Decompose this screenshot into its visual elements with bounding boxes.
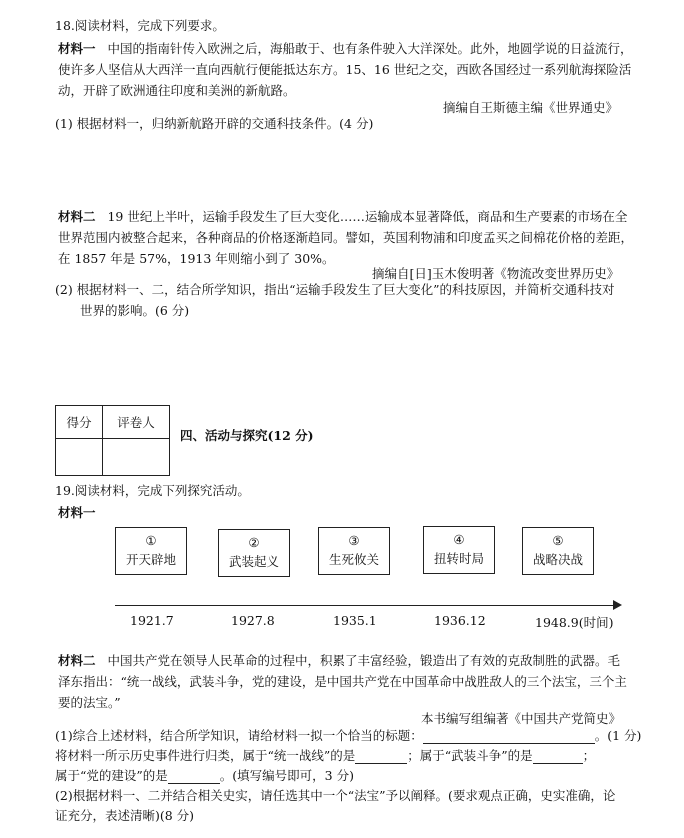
q18-material1-line3: 动，开辟了欧洲通往印度和美洲的新航路。	[58, 83, 296, 98]
timeline-arrow-icon	[613, 600, 622, 610]
q19-question2-line1: (2)根据材料一、二并结合相关史实，请任选其中一个“法宝”予以阐释。(要求观点正确，史实准确，论	[55, 788, 616, 803]
q19-q1-score: 。(1 分)	[594, 728, 642, 743]
q18-material1-line2: 使许多人坚信从大西洋一直向西航行便能抵达东方。15、16 世纪之交，西欧各国经过一系列航海探险活	[58, 62, 632, 77]
q19-q1-classify-a: 将材料一所示历史事件进行归类，属于“统一战线”的是	[55, 748, 356, 763]
q18-material2-line3: 在 1857 年是 57%，1913 年则缩小到了 30%。	[58, 251, 335, 266]
event-box-2	[218, 529, 290, 577]
event-date-5: 1948.9	[535, 615, 579, 630]
q18-material1-source: 摘编自王斯德主编《世界通史》	[443, 100, 619, 115]
q19-question1-line1	[55, 726, 641, 744]
q18-material1-text1: 中国的指南针传入欧洲之后，海船敢于、也有条件驶入大洋深处。此外，地圆学说的日益流行，	[107, 41, 633, 56]
party-building-blank[interactable]	[168, 768, 220, 784]
score-table	[55, 405, 170, 476]
q19-question1-line2	[55, 746, 595, 764]
q19-q1-classify-b: ；属于“武装斗争”的是	[407, 748, 533, 763]
q19-question2-line2: 证充分，表述清晰)(8 分)	[55, 808, 195, 823]
q18-heading: 18.阅读材料，完成下列要求。	[55, 18, 225, 33]
event-number: ①	[145, 533, 157, 549]
score-header: 得分	[56, 406, 103, 439]
event-date-2: 1927.8	[231, 613, 275, 628]
event-box-5	[522, 527, 594, 575]
q19-q1-classify-c: ；	[582, 748, 596, 763]
q19-material2-text1: 中国共产党在领导人民革命的过程中，积累了丰富经验，锻造出了有效的克敌制胜的武器。毛	[107, 653, 620, 668]
q19-heading: 19.阅读材料，完成下列探究活动。	[55, 483, 250, 498]
q18-material1-label: 材料一	[58, 41, 96, 56]
q19-material2-line3: 要的法宝。”	[58, 695, 121, 710]
event-name: 生死攸关	[328, 552, 379, 567]
grader-cell[interactable]	[103, 439, 170, 476]
timeline-axis	[115, 605, 615, 606]
armed-struggle-blank[interactable]	[533, 748, 583, 764]
q19-material2-line1	[58, 651, 620, 669]
q18-material2-line1	[58, 207, 627, 225]
event-name: 开天辟地	[125, 552, 176, 567]
event-box-4	[423, 526, 495, 574]
q18-material1-line1	[58, 39, 632, 57]
event-box-1	[115, 527, 187, 575]
q18-material2-source: 摘编自[日]玉木俊明著《物流改变世界历史》	[372, 266, 620, 281]
q19-q1-text: (1)综合上述材料，结合所学知识，请给材料一拟一个恰当的标题：	[55, 728, 423, 743]
event-date-3: 1935.1	[333, 613, 377, 628]
timeline-axis-label: (时间)	[578, 615, 614, 630]
event-number: ③	[348, 533, 360, 549]
event-number: ④	[453, 532, 465, 548]
q19-material2-source: 本书编写组编著《中国共产党简史》	[421, 711, 622, 726]
q19-material2-label: 材料二	[58, 653, 96, 668]
q18-material2-line2: 世界范围内被整合起来，各种商品的价格逐渐趋同。譬如，英国利物浦和印度孟买之间棉花价格的差距，	[58, 230, 634, 245]
event-number: ⑤	[552, 533, 564, 549]
q18-question1: (1) 根据材料一，归纳新航路开辟的交通科技条件。(4 分)	[55, 116, 374, 131]
q18-question2-line2: 世界的影响。(6 分)	[80, 303, 190, 318]
q18-question2-line1: (2) 根据材料一、二，结合所学知识，指出“运输手段发生了巨大变化”的科技原因，并简析交通科技对	[55, 282, 615, 297]
title-answer-blank[interactable]	[423, 728, 595, 744]
event-name: 战略决战	[532, 552, 583, 567]
q19-question1-line3	[55, 766, 354, 784]
q19-material2-line2: 泽东指出：“统一战线，武装斗争，党的建设，是中国共产党在中国革命中战胜敌人的三个法宝，三个主	[58, 674, 627, 689]
q19-q1-party-b: 。(填写编号即可，3 分)	[219, 768, 354, 783]
q19-q1-party-a: 属于“党的建设”的是	[55, 768, 168, 783]
grader-header: 评卷人	[103, 406, 170, 439]
event-name: 扭转时局	[433, 551, 484, 566]
event-date-5-with-label	[535, 613, 614, 631]
event-number: ②	[248, 535, 260, 551]
event-name: 武装起义	[228, 554, 279, 569]
event-date-4: 1936.12	[434, 613, 486, 628]
q19-material1-label: 材料一	[58, 505, 96, 520]
section4-title: 四、活动与探究(12 分)	[180, 428, 314, 443]
event-date-1: 1921.7	[130, 613, 174, 628]
united-front-blank[interactable]	[355, 748, 407, 764]
q18-material2-label: 材料二	[58, 209, 96, 224]
score-cell[interactable]	[56, 439, 103, 476]
q18-material2-text1: 19 世纪上半叶，运输手段发生了巨大变化……运输成本显著降低，商品和生产要素的市场在全	[107, 209, 628, 224]
event-box-3	[318, 527, 390, 575]
